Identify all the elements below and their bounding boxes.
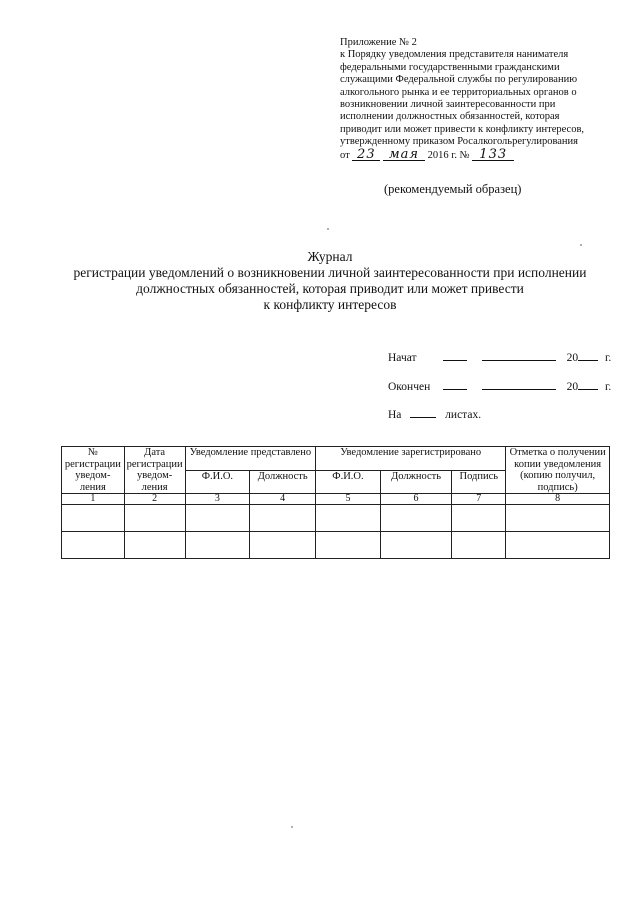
empty-cell bbox=[380, 505, 452, 532]
sheets-row bbox=[388, 407, 481, 421]
column-number: 4 bbox=[250, 494, 316, 505]
ended-label: Окончен bbox=[388, 381, 431, 393]
submitted-fio-header: Ф.И.О. bbox=[185, 471, 250, 494]
year-prefix: 20 bbox=[566, 381, 579, 393]
col-submitted-header: Уведомление представлено bbox=[185, 447, 316, 471]
col-registered-header: Уведомление зарегистрировано bbox=[316, 447, 506, 471]
appendix-line: утвержденному приказом Росалкогольрегулирования bbox=[340, 136, 578, 148]
empty-cell bbox=[185, 505, 250, 532]
column-number-row bbox=[62, 494, 610, 505]
column-number: 3 bbox=[185, 494, 250, 505]
sheets-label: листах. bbox=[445, 409, 482, 421]
year-blank bbox=[578, 350, 598, 361]
appendix-line: алкогольного рынка и ее территориальных органов о bbox=[340, 86, 577, 98]
date-prefix: от bbox=[340, 149, 350, 161]
year-suffix: г. bbox=[605, 352, 612, 364]
column-number: 8 bbox=[506, 494, 610, 505]
col-registration-date-header: Дата регистрации уведом-ления bbox=[124, 447, 185, 494]
appendix-line: исполнении должностных обязанностей, которая bbox=[340, 111, 560, 123]
appendix-line: Приложение № 2 bbox=[340, 37, 417, 48]
appendix-header bbox=[340, 37, 615, 162]
title-line: к конфликту интересов bbox=[263, 297, 397, 312]
empty-cell bbox=[185, 532, 250, 559]
order-date-line bbox=[340, 146, 615, 162]
title-heading: Журнал bbox=[307, 249, 353, 264]
empty-cell bbox=[316, 505, 381, 532]
empty-cell bbox=[124, 505, 185, 532]
scan-speck bbox=[291, 826, 293, 828]
empty-cell bbox=[62, 505, 125, 532]
day-blank bbox=[443, 350, 467, 361]
scan-speck bbox=[327, 228, 329, 230]
appendix-line: служащими Федеральной службы по регулированию bbox=[340, 74, 578, 86]
empty-cell bbox=[316, 532, 381, 559]
ended-row bbox=[388, 379, 611, 393]
empty-cell bbox=[452, 505, 506, 532]
column-number: 1 bbox=[62, 494, 125, 505]
column-number: 6 bbox=[380, 494, 452, 505]
empty-cell bbox=[506, 505, 610, 532]
year-suffix: г. bbox=[605, 381, 612, 393]
journal-table bbox=[61, 446, 610, 559]
table-header-row bbox=[62, 447, 610, 471]
scan-speck bbox=[580, 244, 582, 246]
appendix-line: приводит или может привести к конфликту интересов, bbox=[340, 123, 585, 135]
registered-fio-header: Ф.И.О. bbox=[316, 471, 381, 494]
appendix-line: к Порядку уведомления представителя нанимателя bbox=[340, 49, 569, 61]
column-number: 2 bbox=[124, 494, 185, 505]
column-number: 5 bbox=[316, 494, 381, 505]
on-label: На bbox=[388, 409, 402, 421]
title-line: регистрации уведомлений о возникновении личной заинтересованности при исполнении bbox=[73, 265, 587, 280]
col-registration-number-header: № регистрации уведом-ления bbox=[62, 447, 125, 494]
started-label: Начат bbox=[388, 352, 417, 364]
empty-cell bbox=[506, 532, 610, 559]
day-blank bbox=[443, 379, 467, 390]
month-blank bbox=[482, 350, 556, 361]
sheets-blank bbox=[410, 407, 436, 418]
submitted-position-header: Должность bbox=[250, 471, 316, 494]
empty-cell bbox=[380, 532, 452, 559]
table-row bbox=[62, 532, 610, 559]
handwritten-day: 23 bbox=[352, 149, 380, 161]
month-blank bbox=[482, 379, 556, 390]
order-year: 2016 г. № bbox=[427, 149, 470, 161]
col-copy-received-header: Отметка о получении копии уведомления (копию получил, подпись) bbox=[506, 447, 610, 494]
empty-cell bbox=[62, 532, 125, 559]
journal-title bbox=[40, 249, 620, 313]
empty-cell bbox=[250, 505, 316, 532]
table-row bbox=[62, 505, 610, 532]
handwritten-month: мая bbox=[383, 149, 425, 161]
empty-cell bbox=[452, 532, 506, 559]
column-number: 7 bbox=[452, 494, 506, 505]
year-prefix: 20 bbox=[566, 352, 579, 364]
empty-cell bbox=[124, 532, 185, 559]
empty-cell bbox=[250, 532, 316, 559]
started-row bbox=[388, 350, 611, 364]
registered-position-header: Должность bbox=[380, 471, 452, 494]
appendix-line: возникновении личной заинтересованности при bbox=[340, 99, 556, 111]
title-line: должностных обязанностей, которая приводит или может привести bbox=[136, 281, 524, 296]
recommended-sample-note: (рекомендуемый образец) bbox=[384, 182, 522, 196]
registered-signature-header: Подпись bbox=[452, 471, 506, 494]
appendix-line: федеральными государственными гражданскими bbox=[340, 61, 560, 73]
year-blank bbox=[578, 379, 598, 390]
handwritten-order-number: 133 bbox=[472, 149, 514, 161]
